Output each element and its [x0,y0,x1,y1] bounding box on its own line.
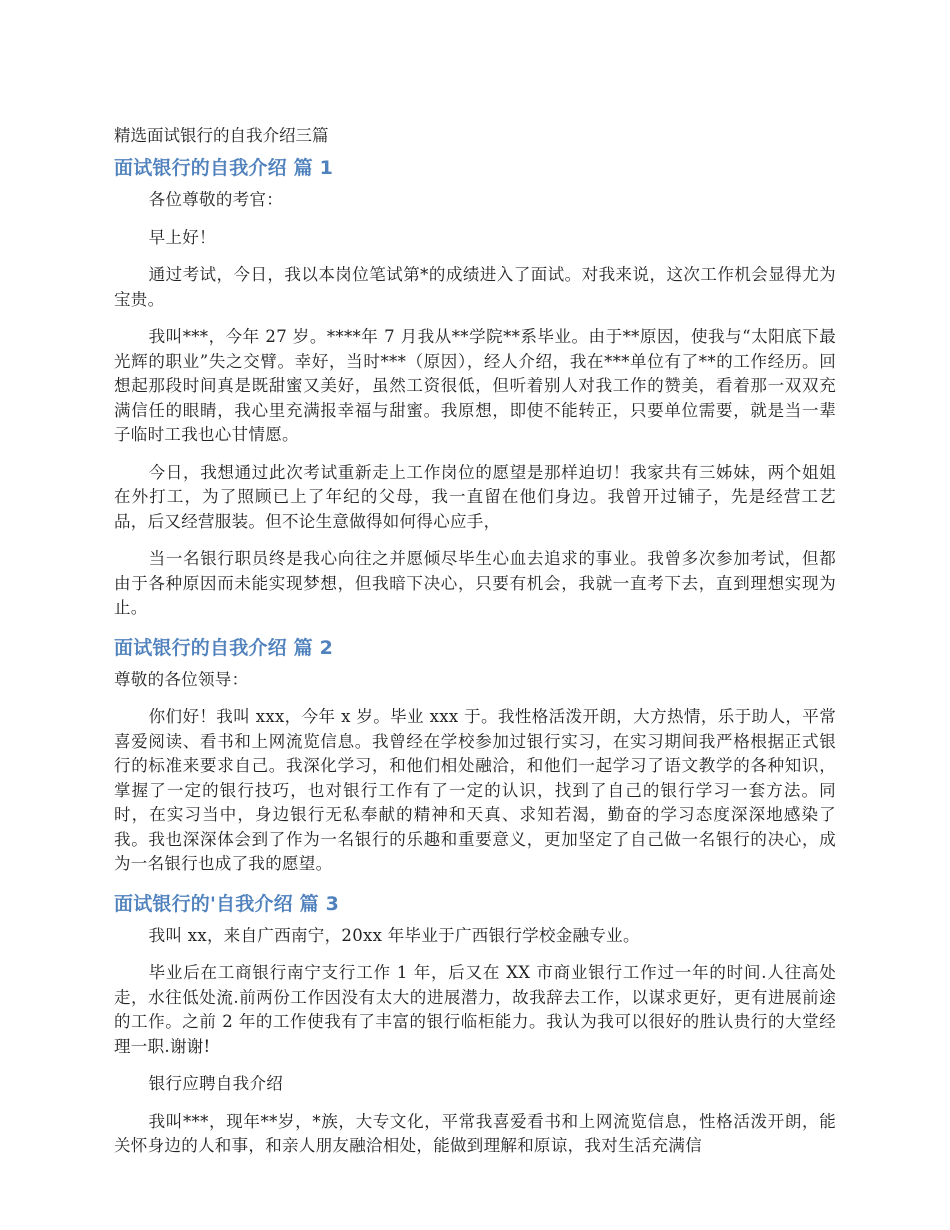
paragraph: 毕业后在工商银行南宁支行工作 1 年，后又在 XX 市商业银行工作过一年的时间.人往高处走，水往低处流.前两份工作因没有太大的进展潜力，故我辞去工作，以谋求更好，更有进展前途的工作。之前 2 年的工作使我有了丰富的银行临柜能力。我认为我可以很好的胜认贵行的大堂经理一职.谢谢! [114,963,836,1056]
document-page [114,124,836,1172]
section-heading-1: 面试银行的自我介绍 篇 1 [114,157,334,179]
section-3 [114,890,836,1159]
paragraph: 早上好！ [148,227,216,247]
paragraph: 我叫***，今年 27 岁。****年 7 月我从**学院**系毕业。由于**原因，使我与“太阳底下最光辉的职业”失之交臂。幸好，当时***（原因），经人介绍，我在***单位有了**的工作经历。回想起那段时间真是既甜蜜又美好，虽然工资很低，但听着别人对我工作的赞美，看着那一双双充满信任的眼睛，我心里充满报幸福与甜蜜。我原想，即使不能转正，只要单位需要，就是当一辈子临时工我也心甘情愿。 [114,327,836,444]
paragraph: 通过考试，今日，我以本岗位笔试第*的成绩进入了面试。对我来说，这次工作机会显得尤为宝贵。 [114,265,836,309]
paragraph: 银行应聘自我介绍 [148,1074,284,1093]
paragraph: 尊敬的各位领导： [114,669,249,689]
paragraph: 当一名银行职员终是我心向往之并愿倾尽毕生心血去追求的事业。我曾多次参加考试，但都由于各种原因而未能实现梦想，但我暗下决心，只要有机会，我就一直考下去，直到理想实现为止。 [114,549,836,617]
document-title: 精选面试银行的自我介绍三篇 [114,126,329,145]
paragraph: 我叫 xx，来自广西南宁，20xx 年毕业于广西银行学校金融专业。 [148,925,640,945]
paragraph: 我叫***，现年**岁，*族，大专文化，平常我喜爱看书和上网流览信息，性格活泼开朗，能关怀身边的人和事，和亲人朋友融洽相处，能做到理解和原谅，我对生活充满信 [114,1111,836,1155]
paragraph: 你们好！我叫 xxx，今年 x 岁。毕业 xxx 于。我性格活泼开朗，大方热情，乐于助人，平常喜爱阅读、看书和上网流览信息。我曾经在学校参加过银行实习，在实习期间我严格根据正式银行的标准来要求自己。我深化学习，和他们相处融洽，和他们一起学习了语文教学的各种知识，掌握了一定的银行技巧，也对银行工作有了一定的认识，找到了自己的银行学习一套方法。同时，在实习当中，身边银行无私奉献的精神和天真、求知若渴，勤奋的学习态度深深地感染了我。我也深深体会到了作为一名银行的乐趣和重要意义，更加坚定了自己做一名银行的决心，成为一名银行也成了我的愿望。 [114,707,836,873]
paragraph: 各位尊敬的考官： [148,190,284,209]
section-1 [114,154,836,621]
paragraph: 今日，我想通过此次考试重新走上工作岗位的愿望是那样迫切！我家共有三姊妹，两个姐姐在外打工，为了照顾已上了年纪的父母，我一直留在他们身边。我曾开过铺子，先是经营工艺品，后又经营服装。但不论生意做得如何得心应手， [114,462,836,531]
section-2 [114,634,836,877]
section-heading-3: 面试银行的'自我介绍 篇 3 [114,892,340,915]
section-heading-2: 面试银行的自我介绍 篇 2 [114,636,334,659]
